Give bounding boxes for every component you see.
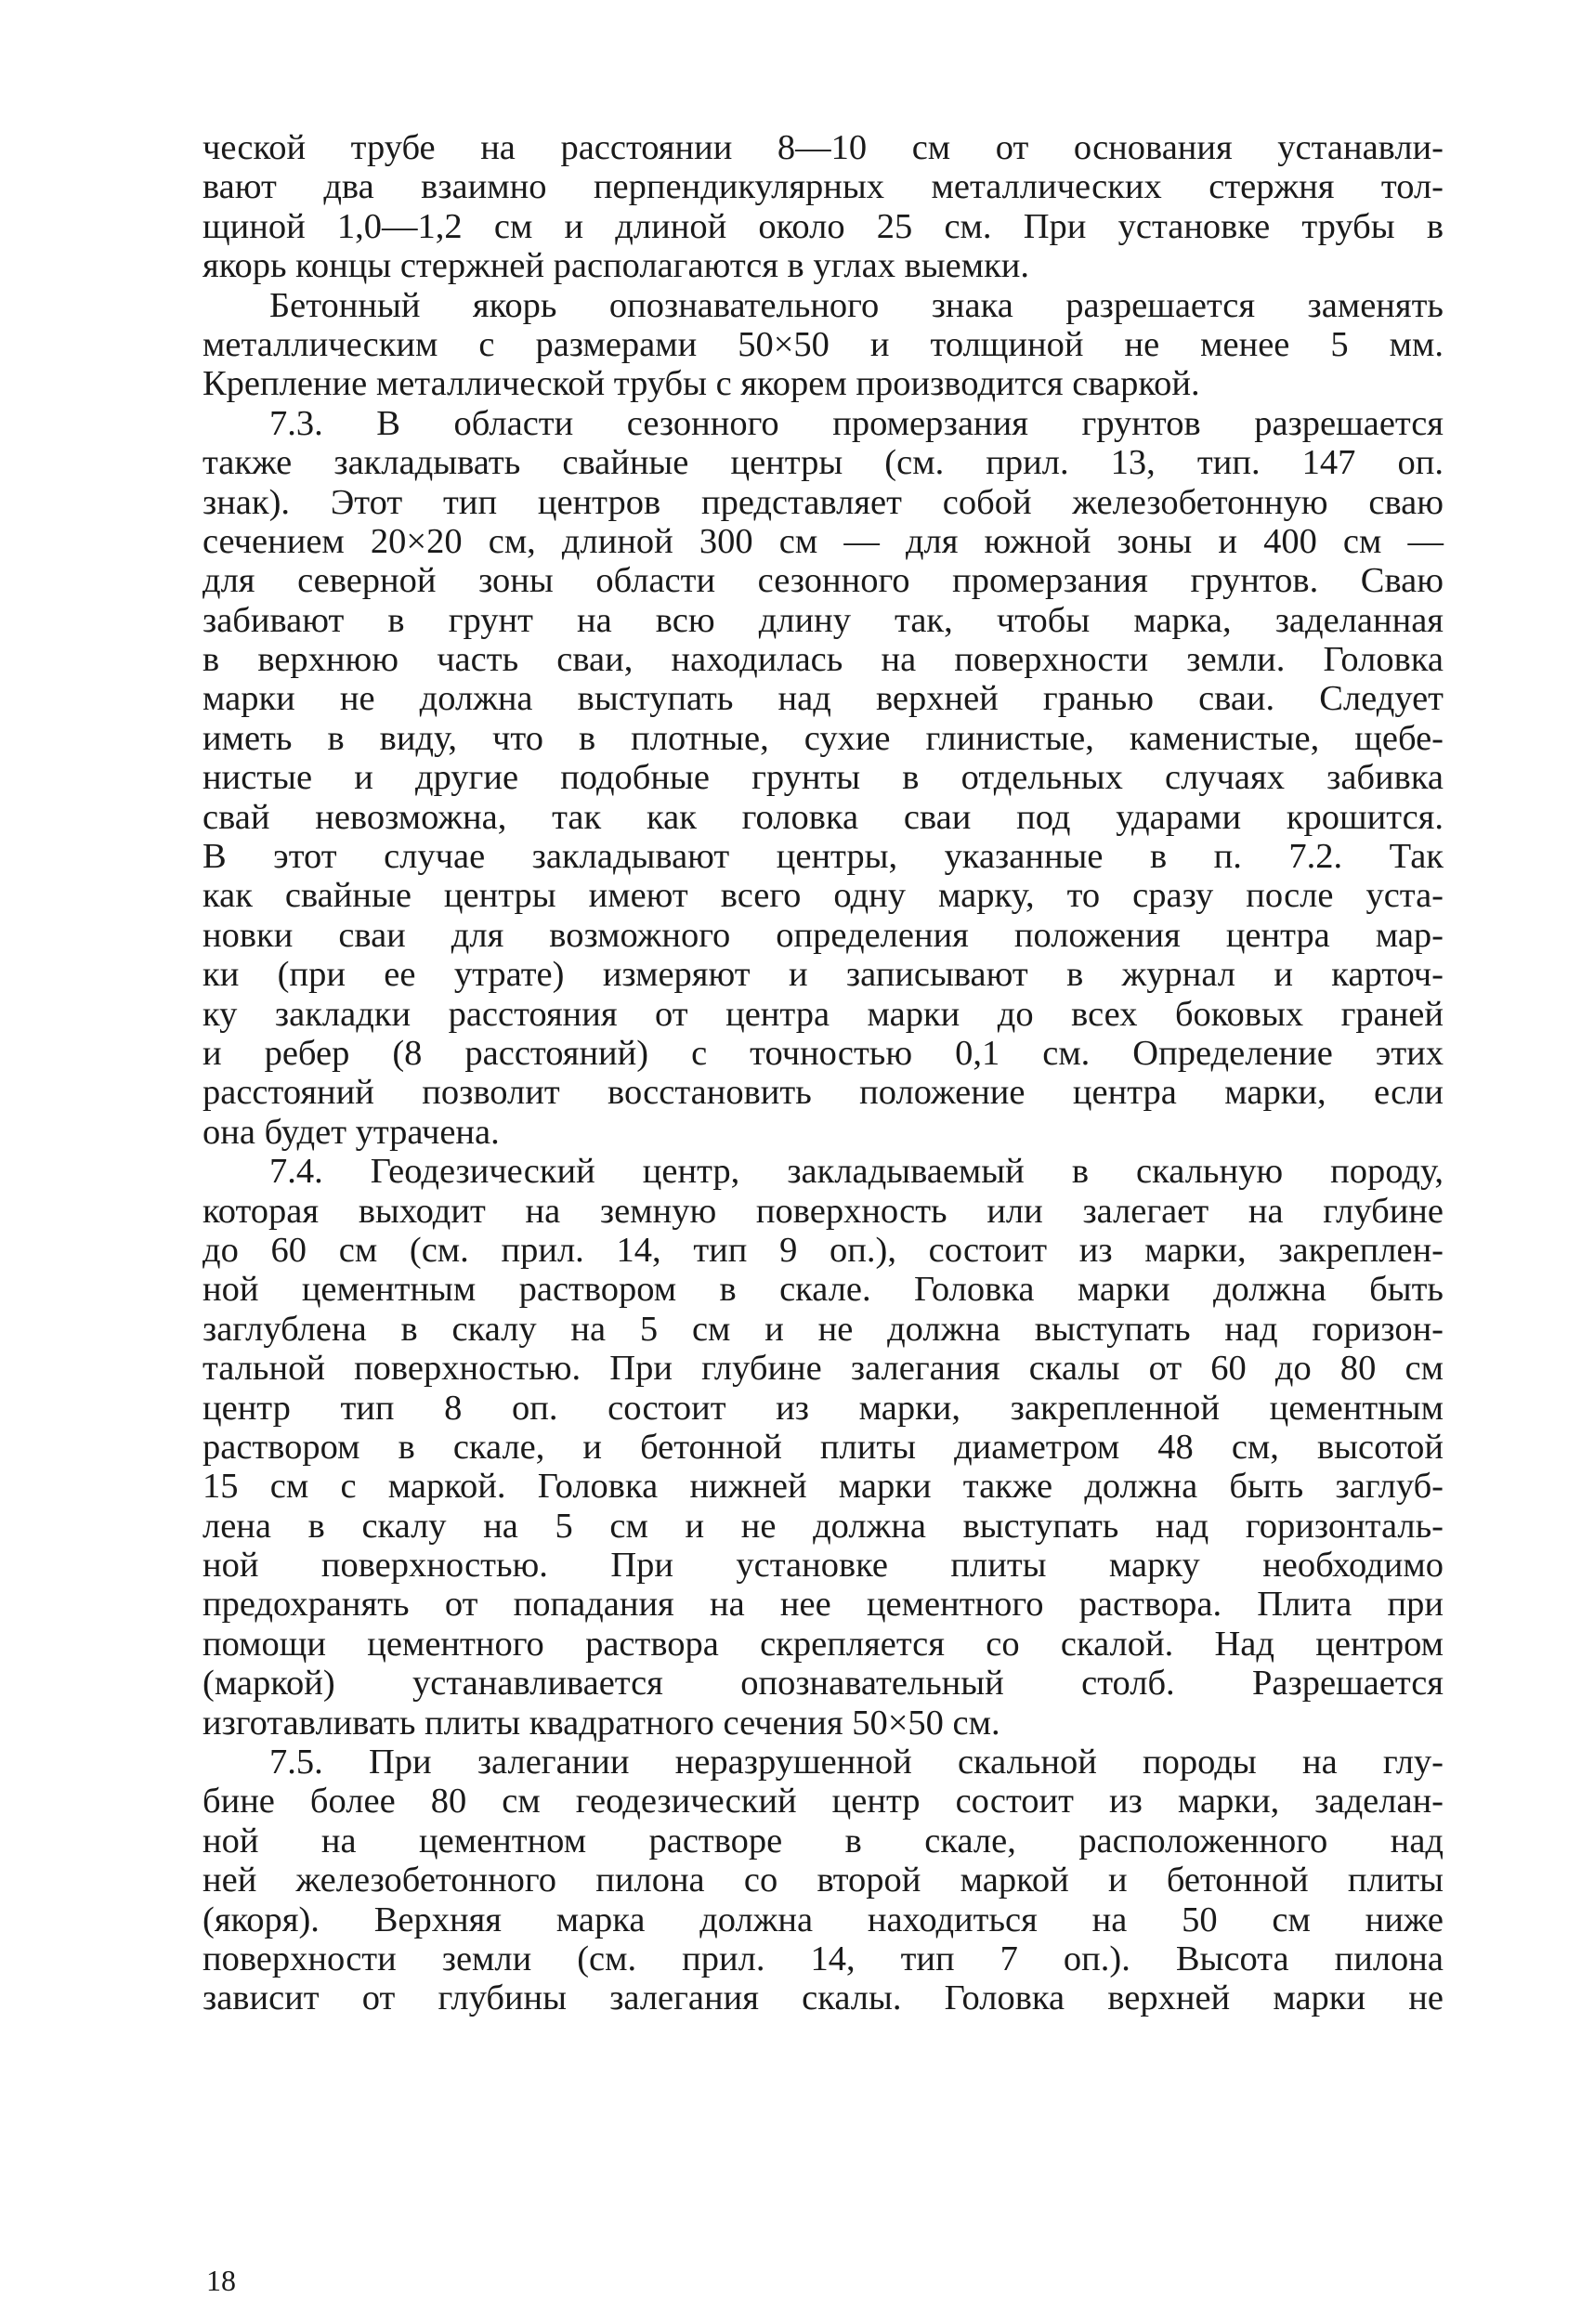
text-line: 7.4. Геодезический центр, закладываемый в скальную породу, xyxy=(269,1152,1444,1192)
text-line: ной цементным раствором в скале. Головка марки должна быть xyxy=(203,1270,1444,1310)
text-line: Бетонный якорь опознавательного знака разрешается заменять xyxy=(269,285,1444,325)
text-line: заглублена в скалу на 5 см и не должна выступать над горизон- xyxy=(203,1309,1444,1349)
paragraph-continuation xyxy=(203,128,1444,286)
text-line: бине более 80 см геодезический центр состоит из марки, заделан- xyxy=(203,1782,1444,1821)
paragraph-7-5 xyxy=(203,1743,1444,2018)
text-line: ческой трубе на расстоянии 8—10 см от основания устанавли- xyxy=(203,128,1444,167)
text-line: свай невозможна, так как головка сваи под ударами крошится. xyxy=(203,797,1444,837)
text-line: (маркой) устанавливается опознавательный столб. Разрешается xyxy=(203,1664,1444,1704)
text-line: ки (при ее утрате) измеряют и записывают в журнал и карточ- xyxy=(203,955,1444,995)
text-line: новки сваи для возможного определения положения центра мар- xyxy=(203,915,1444,955)
text-line: иметь в виду, что в плотные, сухие глинистые, каменистые, щебе- xyxy=(203,718,1444,758)
text-line: знак). Этот тип центров представляет собой железобетонную сваю xyxy=(203,482,1444,522)
text-line: металлическим с размерами 50×50 и толщиной не менее 5 мм. xyxy=(203,324,1444,364)
text-line: лена в скалу на 5 см и не должна выступать над горизонталь- xyxy=(203,1506,1444,1546)
text-line: ной на цементном растворе в скале, расположенного над xyxy=(203,1821,1444,1861)
text-line: помощи цементного раствора скрепляется со скалой. Над центром xyxy=(203,1624,1444,1664)
paragraph-7-4 xyxy=(203,1152,1444,1743)
text-line: ку закладки расстояния от центра марки до всех боковых граней xyxy=(203,994,1444,1034)
text-line: марки не должна выступать над верхней гранью сваи. Следует xyxy=(203,679,1444,719)
text-line: она будет утрачена. xyxy=(203,1112,500,1152)
text-line: центр тип 8 оп. состоит из марки, закрепленной цементным xyxy=(203,1388,1444,1428)
text-line: поверхности земли (см. прил. 14, тип 7 оп.). Высота пилона xyxy=(203,1939,1444,1978)
text-line: ной поверхностью. При установке плиты марку необходимо xyxy=(203,1546,1444,1586)
text-line: щиной 1,0—1,2 см и длиной около 25 см. При установке трубы в xyxy=(203,206,1444,246)
text-line: сечением 20×20 см, длиной 300 см — для южной зоны и 400 см — xyxy=(203,521,1444,561)
text-line: (якоря). Верхняя марка должна находиться на 50 см ниже xyxy=(203,1900,1444,1939)
text-line: 7.3. В области сезонного промерзания грунтов разрешается xyxy=(269,403,1444,443)
text-line: предохранять от попадания на нее цементного раствора. Плита при xyxy=(203,1585,1444,1625)
text-line: тальной поверхностью. При глубине залегания скалы от 60 до 80 см xyxy=(203,1349,1444,1389)
text-line: в верхнюю часть сваи, находилась на поверхности земли. Головка xyxy=(203,640,1444,680)
text-line: также закладывать свайные центры (см. прил. 13, тип. 147 оп. xyxy=(203,443,1444,483)
text-line: зависит от глубины залегания скалы. Головка верхней марки не xyxy=(203,1978,1444,2018)
text-line: ней железобетонного пилона со второй маркой и бетонной плиты xyxy=(203,1861,1444,1900)
text-line: вают два взаимно перпендикулярных металлических стержня тол- xyxy=(203,167,1444,207)
text-line: которая выходит на земную поверхность или залегает на глубине xyxy=(203,1191,1444,1231)
text-line: нистые и другие подобные грунты в отдельных случаях забивка xyxy=(203,758,1444,798)
text-line: для северной зоны области сезонного промерзания грунтов. Сваю xyxy=(203,561,1444,601)
page-text-body xyxy=(203,128,1444,2018)
text-line: и ребер (8 расстояний) с точностью 0,1 см. Определение этих xyxy=(203,1033,1444,1073)
text-line: Крепление металлической трубы с якорем производится сваркой. xyxy=(203,364,1200,404)
text-line: до 60 см (см. прил. 14, тип 9 оп.), состоит из марки, закреплен- xyxy=(203,1230,1444,1270)
text-line: раствором в скале, и бетонной плиты диаметром 48 см, высотой xyxy=(203,1427,1444,1467)
page-number: 18 xyxy=(206,2264,236,2297)
text-line: расстояний позволит восстановить положение центра марки, если xyxy=(203,1073,1444,1113)
paragraph-concrete-anchor xyxy=(203,286,1444,404)
text-line: как свайные центры имеют всего одну марку, то сразу после уста- xyxy=(203,876,1444,916)
text-line: 7.5. При залегании неразрушенной скальной породы на глу- xyxy=(269,1743,1444,1782)
text-line: 15 см с маркой. Головка нижней марки также должна быть заглуб- xyxy=(203,1467,1444,1507)
paragraph-7-3 xyxy=(203,404,1444,1152)
text-line: забивают в грунт на всю длину так, чтобы марка, заделанная xyxy=(203,600,1444,640)
text-line: изготавливать плиты квадратного сечения 50×50 см. xyxy=(203,1703,1000,1743)
text-line: якорь концы стержней располагаются в углах выемки. xyxy=(203,246,1030,286)
text-line: В этот случае закладывают центры, указанные в п. 7.2. Так xyxy=(203,837,1444,877)
